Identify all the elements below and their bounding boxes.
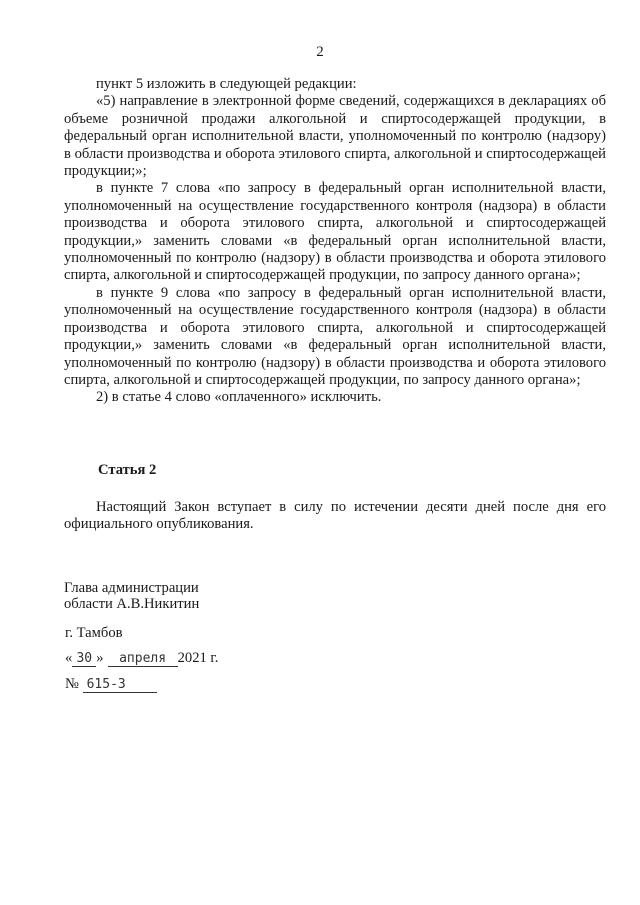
paragraph-item-9: в пункте 9 слова «по запросу в федеральный орган исполнительной власти, уполномоченный на осуществление государственного контроля (надзора) в области производства и оборота этилового спирта, алкогольной и спиртосодержащей продукции,» заменить словами «в федеральный орган исполнительной власти, уполномоченный по контролю (надзору) в области производства и оборота этилового спирта, алкогольной и спиртосодержащей продукции, по запросу данного органа»; [64, 284, 606, 388]
amendments-text [64, 76, 606, 407]
article-text: Настоящий Закон вступает в силу по истечении десяти дней после дня его официального опубликования. [64, 499, 606, 533]
document-number: 615-З [83, 677, 157, 693]
paragraph-article-4: 2) в статье 4 слово «оплаченного» исключить. [96, 389, 382, 406]
document-number-line [65, 676, 157, 693]
article-heading: Статья 2 [98, 462, 157, 478]
date-year: 2021 г. [177, 650, 219, 666]
paragraph-item-7: в пункте 7 слова «по запросу в федеральный орган исполнительной власти, уполномоченный на осуществление государственного контроля (надзора) в области производства и оборота этилового спирта, алкогольной и спиртосодержащей продукции,» заменить словами «в федеральный орган исполнительной власти, уполномоченный по контролю (надзору) в области производства и оборота этилового спирта, алкогольной и спиртосодержащей продукции, по запросу данного органа»; [64, 180, 606, 284]
date-open-quote: « [65, 650, 73, 666]
date-line [65, 650, 218, 667]
date-day: 30 [72, 651, 96, 667]
city: г. Тамбов [65, 625, 123, 641]
paragraph-item-5: «5) направление в электронной форме сведений, содержащихся в декларациях об объеме розничной продажи алкогольной и спиртосодержащей продукции, в федеральный орган исполнительной власти, уполномоченный по контролю (надзору) в области производства и оборота этилового спирта, алкогольной и спиртосодержащей продукции;»; [64, 93, 606, 180]
signature-block [64, 580, 199, 612]
paragraph-intro: пункт 5 изложить в следующей редакции: [96, 76, 357, 92]
article-text-block [64, 499, 606, 534]
date-month: апреля [108, 651, 178, 667]
page-number: 2 [316, 44, 324, 60]
date-close-quote: » [96, 650, 104, 666]
number-prefix: № [65, 676, 79, 692]
signature-title: Глава администрации [64, 580, 199, 596]
signature-name: области А.В.Никитин [64, 596, 200, 612]
